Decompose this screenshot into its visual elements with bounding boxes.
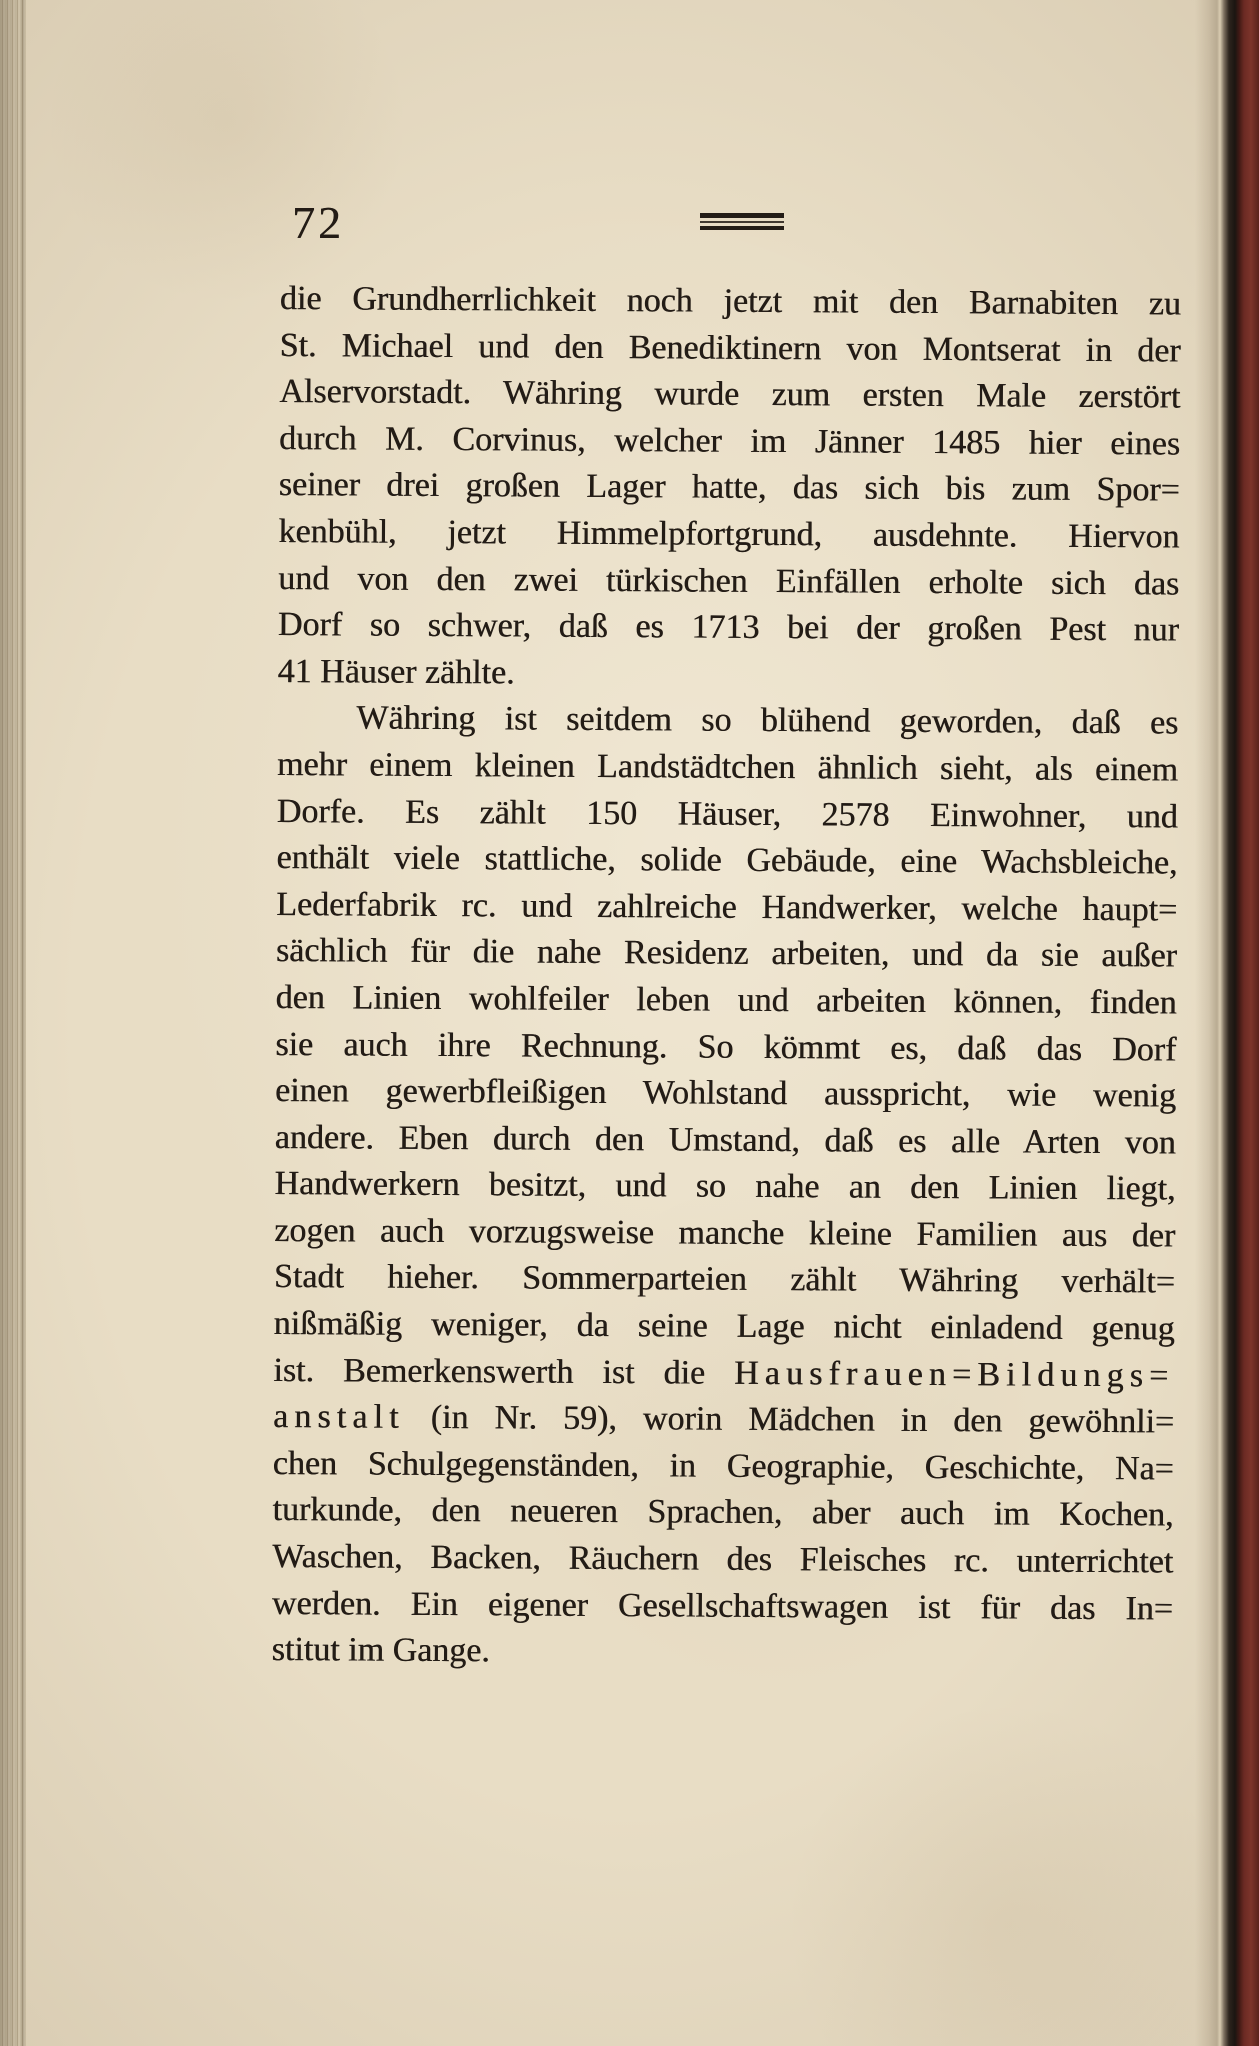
text-line: sie auch ihre Rechnung. So kömmt es, daß das Dorf <box>275 1025 1177 1068</box>
text-segment: ist. Bemerkenswerth ist die <box>273 1351 706 1392</box>
text-line: enthält viele stattliche, solide Gebäude, eine Wachsbleiche, <box>276 839 1178 882</box>
text-line: Alservorstadt. Währing wurde zum ersten Male zerstört <box>279 373 1181 416</box>
text-line: andere. Eben durch den Umstand, daß es alle Arten von <box>274 1118 1176 1162</box>
text-line: die Grundherrlichkeit noch jetzt mit den Barnabiten zu <box>279 279 1181 323</box>
text-line: werden. Ein eigener Gesellschaftswagen ist für das In= <box>271 1584 1173 1628</box>
text-line <box>273 1348 1174 1400</box>
emphasized-text: anstalt <box>272 1398 405 1437</box>
page-number: 72 <box>292 197 344 248</box>
text-line: Stadt hieher. Sommerparteien zählt Währing verhält= <box>273 1258 1175 1301</box>
paragraph <box>271 695 1178 1679</box>
text-line: Lederfabrik rc. und zahlreiche Handwerker, welche haupt= <box>276 885 1178 929</box>
text-line: den Linien wohlfeiler leben und arbeiten können, finden <box>275 978 1177 1022</box>
header-rule <box>700 213 784 230</box>
text-line: St. Michael und den Benediktinern von Montserat in der <box>279 326 1181 370</box>
text-line: 41 Häuser zählte. <box>277 652 515 692</box>
paragraph <box>277 276 1181 701</box>
text-line: kenbühl, jetzt Himmelpfortgrund, ausdehnte. Hiervon <box>278 512 1180 556</box>
text-line: Währing ist seitdem so blühend geworden, daß es <box>356 699 1179 742</box>
emphasized-text: Hausfrauen=Bildungs= <box>733 1354 1175 1395</box>
text-line: durch M. Corvinus, welcher im Jänner 1485 hier eines <box>278 419 1181 463</box>
body-text <box>271 276 1181 1679</box>
text-line: und von den zwei türkischen Einfällen erholte sich das <box>278 559 1180 603</box>
text-line: nißmäßig weniger, da seine Lage nicht einladend genug <box>273 1305 1175 1348</box>
text-line: Dorf so schwer, daß es 1713 bei der großen Pest nur <box>277 606 1179 649</box>
page-fore-edge <box>0 0 26 2046</box>
text-line <box>273 1394 1174 1446</box>
text-line: seiner drei großen Lager hatte, das sich bis zum Spor= <box>278 466 1180 509</box>
text-line: Handwerkern besitzt, und so nahe an den Linien liegt, <box>274 1165 1176 1208</box>
text-line: chen Schulgegenständen, in Geographie, Geschichte, Na= <box>272 1444 1174 1488</box>
text-line: zogen auch vorzugsweise manche kleine Familien aus der <box>274 1211 1176 1255</box>
text-line: einen gewerbfleißigen Wohlstand ausspricht, wie wenig <box>274 1072 1177 1115</box>
text-line: turkunde, den neueren Sprachen, aber auch im Kochen, <box>272 1491 1174 1534</box>
text-line: Dorfe. Es zählt 150 Häuser, 2578 Einwohner, und <box>276 792 1178 836</box>
binding-gutter <box>1195 0 1259 2046</box>
text-line: Waschen, Backen, Räuchern des Fleisches rc. unterrichtet <box>272 1538 1174 1581</box>
text-segment: (in Nr. 59), worin Mädchen in den gewöhnli= <box>430 1399 1175 1441</box>
text-line: sächlich für die nahe Residenz arbeiten, und da sie außer <box>275 932 1177 975</box>
text-line: mehr einem kleinen Landstädtchen ähnlich sieht, als einem <box>276 745 1179 789</box>
text-line: stitut im Gange. <box>271 1631 490 1670</box>
